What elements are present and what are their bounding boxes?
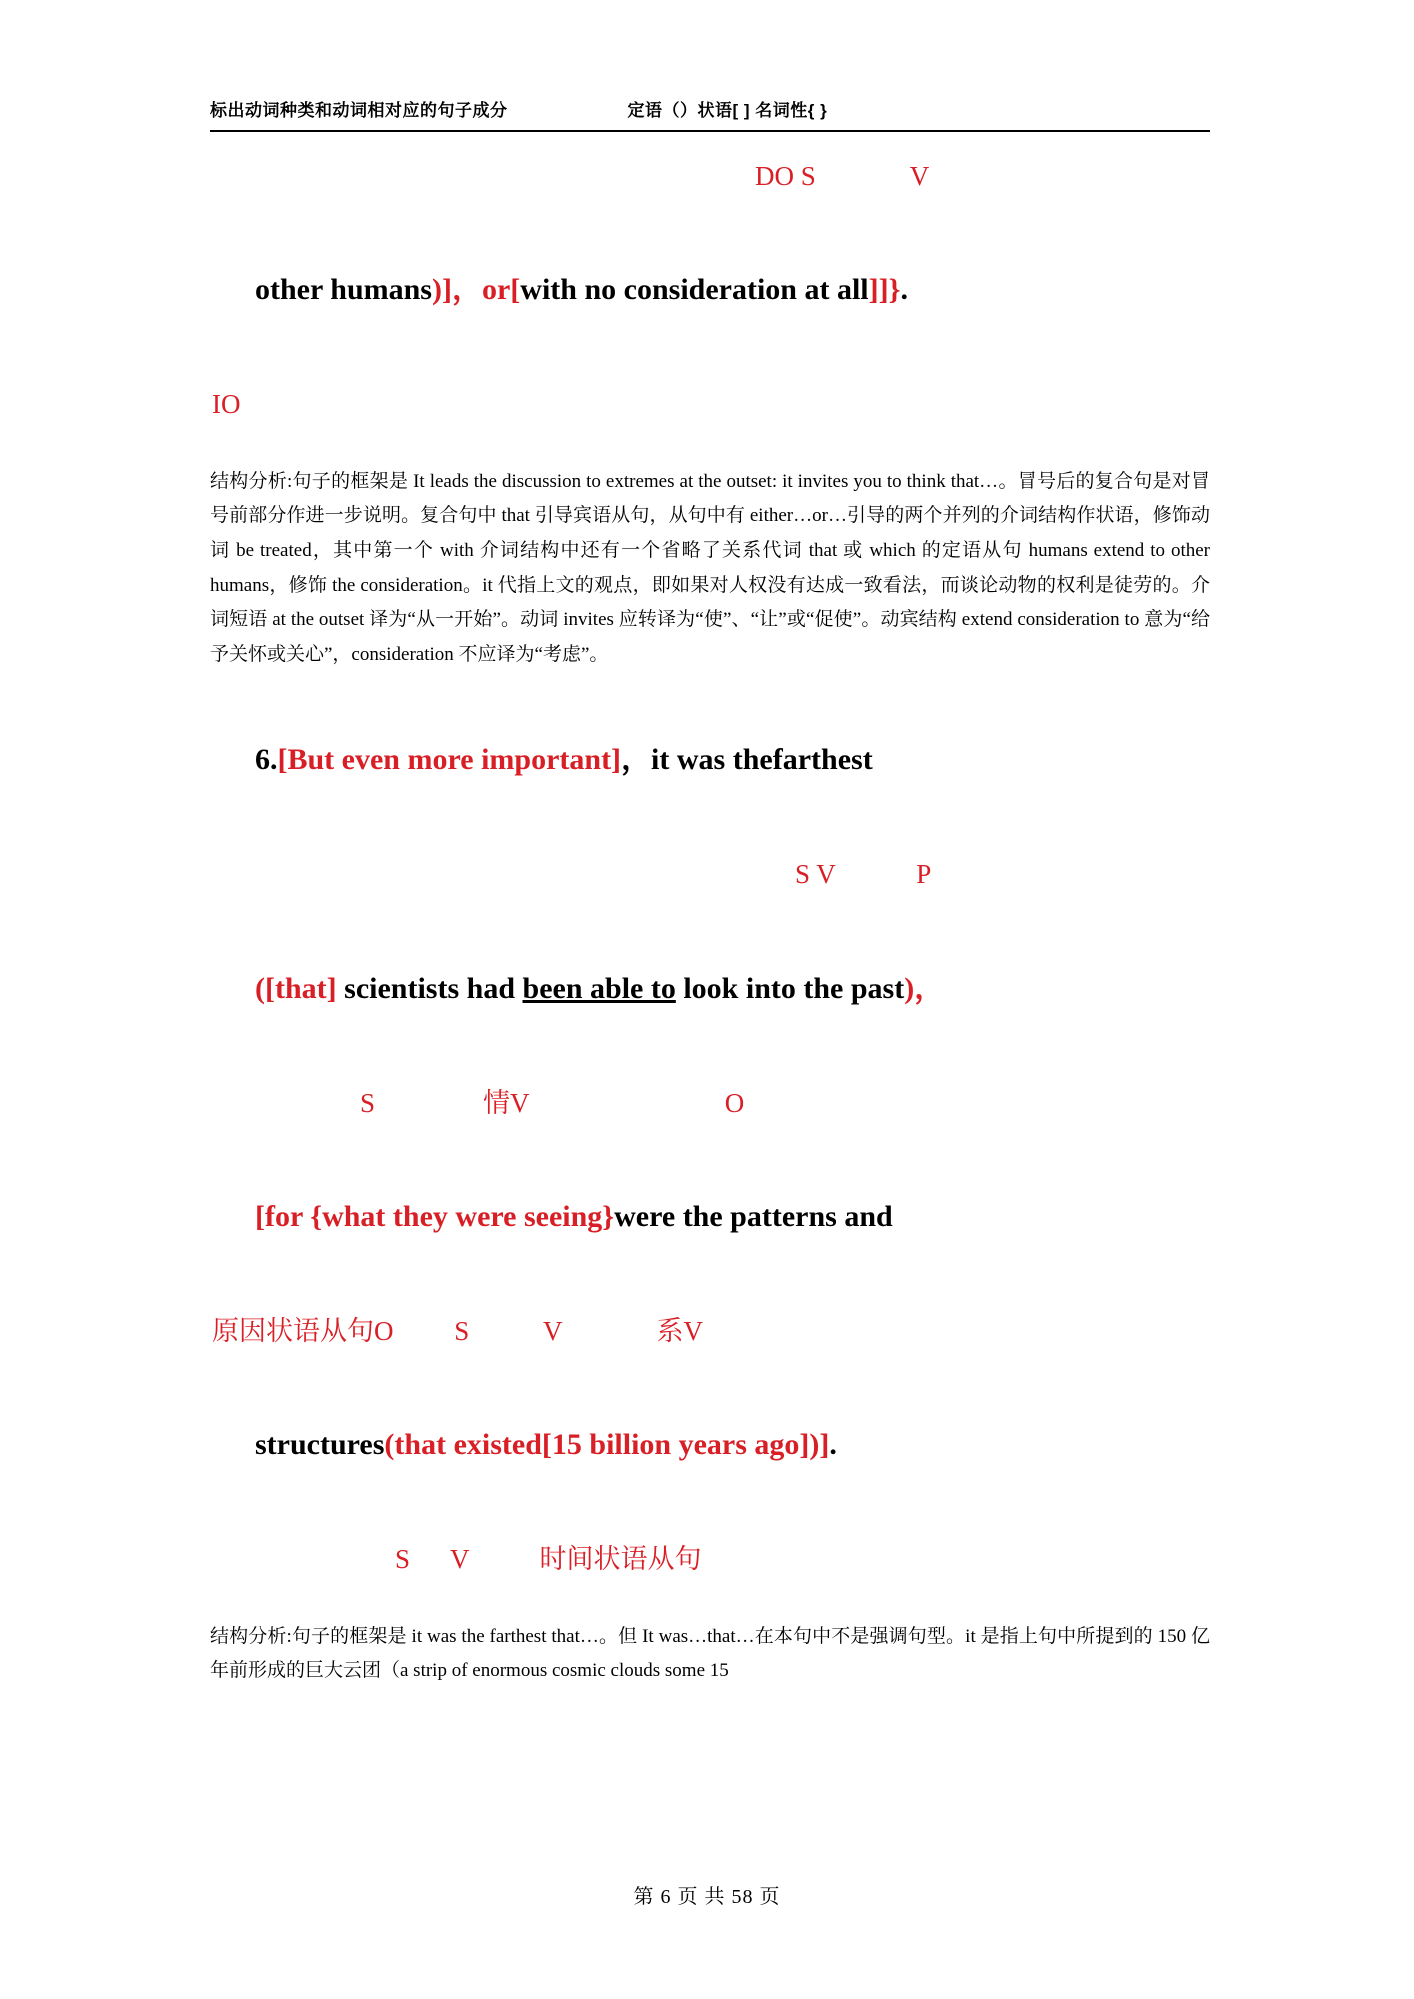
sentence-2-part-b: ，it was thefarthest: [621, 743, 873, 777]
annotation-row-5: [210, 1315, 1210, 1347]
sentence-1-part-e: .: [900, 273, 908, 307]
header-divider: [210, 130, 1210, 132]
sentence-3-part-b: [that]: [265, 971, 337, 1005]
sentence-1-part-b: )]，or[: [431, 273, 521, 307]
header-right-text: 定语（）状语[ ] 名词性{ }: [627, 101, 828, 120]
sentence-3-part-a: (: [255, 971, 265, 1005]
sentence-line-3: [210, 935, 1210, 1043]
sentence-1-part-d: ]]}: [868, 273, 901, 307]
sentence-line-4: [210, 1163, 1210, 1271]
annotation-row-3: S V P: [795, 859, 932, 890]
annotation-row-6-tags: S V: [395, 1544, 470, 1575]
sentence-3-part-f: )，: [904, 971, 945, 1005]
sentence-line-5: [210, 1391, 1210, 1499]
analysis-paragraph-2: 结构分析:句子的框架是 it was the farthest that…。但 It was…that…在本句中不是强调句型。it 是指上句中所提到的 150 亿年前形成的巨大云团（a strip of enormous cosmic clouds some 15: [210, 1625, 1210, 1682]
annotation-row-1: DO S V: [755, 161, 930, 191]
annotation-row-5-rest: O S V 系V: [374, 1316, 704, 1347]
sentence-line-1: [210, 236, 1210, 344]
sentence-5-part-c: [15 billion years ago]: [541, 1428, 810, 1462]
sentence-3-part-e: look into the past: [675, 971, 905, 1005]
sentence-5-part-e: .: [829, 1428, 837, 1462]
header-left-text: 标出动词种类和动词相对应的句子成分: [210, 101, 508, 120]
annotation-row-5-cn: 原因状语从句: [212, 1316, 374, 1347]
sentence-4-part-b: were the patterns and: [614, 1200, 893, 1234]
sentence-line-2: [210, 706, 1210, 814]
page-footer: 第 6 页 共 58 页: [633, 1886, 781, 1908]
page-header: [210, 96, 1210, 121]
sentence-3-part-d: been able to: [522, 971, 676, 1005]
sentence-2-part-a: [But even more important]: [277, 743, 622, 777]
sentence-1-part-a: other humans: [255, 273, 432, 307]
sentence-5-part-a: structures: [255, 1428, 385, 1462]
sentence-3-part-c: scientists had: [336, 971, 523, 1005]
sentence-1-part-c: with no consideration at all: [520, 273, 869, 307]
sentence-5-part-b: (that existed: [384, 1428, 542, 1462]
document-body: [210, 160, 1210, 1689]
analysis-paragraph-1: 结构分析:句子的框架是 It leads the discussion to extremes at the outset: it invites you to think that…。冒号后的复合句是对冒号前部分作进一步说明。复合句中 that 引导宾语从句，从句中有 either…or…引导的两个并列的介词结构作状语，修饰动词 be treated，其中第一个 with 介词结构中还有一个省略了关系代词 that 或 which 的定语从句 humans extend to other humans，修饰 the consideration。it 代指上文的观点，即如果对人权没有达成一致看法，而谈论动物的权利是徒劳的。介词短语 at the outset 译为“从一开始”。动词 invites 应转译为“使”、“让”或“促使”。动宾结构 extend consideration to 意为“给予关怀或关心”，consideration 不应译为“考虑”。: [210, 470, 1210, 665]
sentence-4-part-a: [for {what they were seeing}: [255, 1200, 615, 1234]
item-number: 6.: [255, 743, 278, 777]
sentence-5-part-d: )]: [809, 1428, 830, 1462]
annotation-row-6-cn: 时间状语从句: [539, 1544, 702, 1575]
annotation-row-6: [210, 1543, 1210, 1575]
annotation-row-4: S 情V O: [360, 1087, 745, 1118]
annotation-row-2: IO: [212, 389, 241, 420]
